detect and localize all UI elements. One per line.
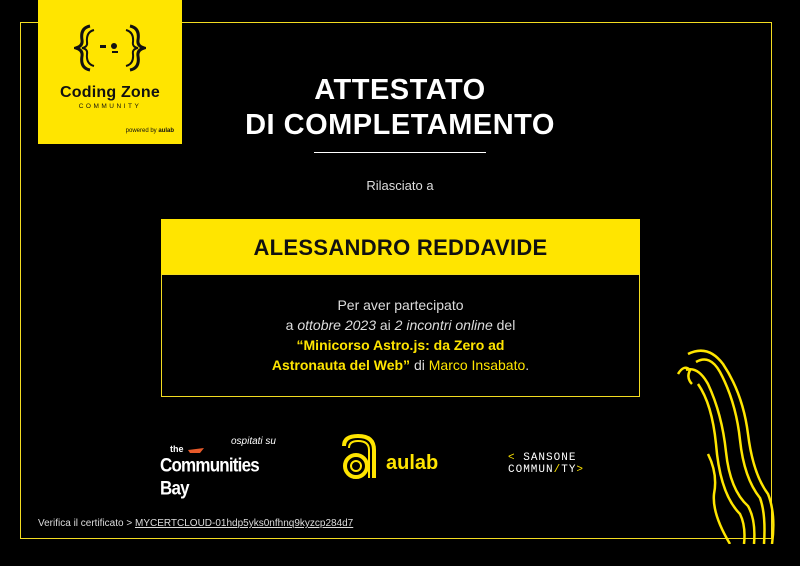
detail-meetings: 2 incontri online: [394, 317, 493, 333]
detail-di: di: [410, 357, 429, 373]
completion-details: [161, 274, 640, 397]
recipient-name: ALESSANDRO REDDAVIDE: [161, 219, 640, 274]
badge-brand: Coding Zone: [60, 84, 160, 101]
host-name: Communities Bay: [160, 454, 259, 499]
boat-icon: [188, 446, 204, 454]
title-line2: DI COMPLETAMENTO: [245, 109, 555, 141]
badge-subtitle: COMMUNITY: [78, 103, 142, 110]
detail-a: a: [285, 317, 298, 333]
coding-zone-logo-icon: [74, 18, 146, 78]
verify-link[interactable]: MYCERTCLOUD-01hdp5yks0nfhnq9kyzcp284d7: [134, 518, 354, 529]
sansone-community-logo: [508, 452, 648, 482]
verify-label: Verifica il certificato >: [38, 518, 135, 529]
detail-line4: [162, 355, 639, 375]
title-line1: ATTESTATO: [314, 74, 486, 106]
course-title-line2: Astronauta del Web”: [271, 357, 411, 373]
detail-line1: Per aver partecipato: [337, 297, 464, 313]
course-title-line1: “Minicorso Astro.js: da Zero ad: [296, 337, 505, 353]
powered-prefix: powered by: [125, 128, 159, 134]
aulab-text: aulab: [386, 452, 439, 474]
sansone-commun: COMMUN: [508, 464, 554, 476]
sansone-close: >: [576, 464, 585, 476]
lion-outline-decoration-icon: [668, 344, 778, 544]
coding-zone-badge: [38, 0, 182, 144]
detail-del: del: [492, 317, 516, 333]
detail-ai: ai: [375, 317, 395, 333]
sansone-word: SANSONE: [523, 452, 577, 464]
sansone-line2: [508, 464, 648, 476]
instructor-name: Marco Insabato: [428, 357, 526, 373]
detail-line2: [162, 315, 639, 335]
sansone-open: <: [508, 452, 516, 464]
title-divider: [314, 152, 486, 153]
verify-certificate: [38, 518, 353, 529]
host-label: ospitati su: [230, 436, 276, 447]
sansone-line1: [508, 452, 648, 464]
powered-name: aulab: [158, 128, 174, 134]
detail-end: .: [525, 357, 530, 373]
aulab-logo: [336, 432, 471, 482]
aulab-a-icon: [336, 432, 384, 482]
sansone-slash: /: [553, 464, 562, 476]
issued-to-label: Rilasciato a: [366, 178, 434, 193]
sansone-ty: TY: [561, 464, 577, 476]
powered-by: [126, 128, 174, 134]
detail-period: ottobre 2023: [297, 317, 376, 333]
host-prefix: the: [170, 444, 184, 454]
communities-bay-logo: [160, 436, 280, 499]
